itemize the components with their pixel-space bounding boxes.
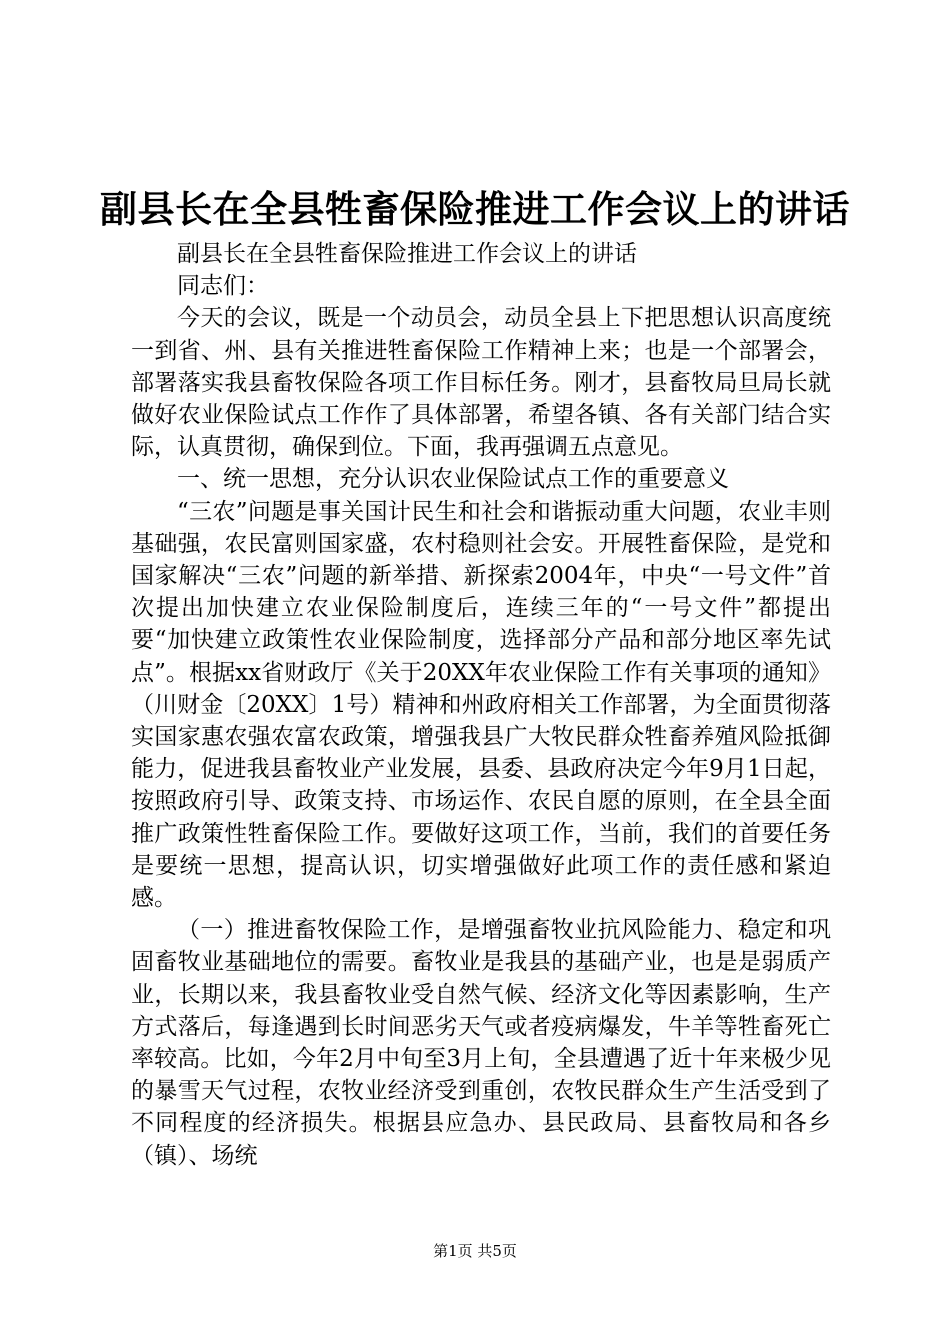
subtitle-paragraph: 副县长在全县牲畜保险推进工作会议上的讲话 (177, 241, 637, 267)
document-body (131, 238, 831, 1172)
page-footer: 第1页 共5页 (433, 1242, 517, 1260)
document-title: 副县长在全县牲畜保险推进工作会议上的讲话 (100, 187, 850, 231)
body-paragraph: “三农”问题是事关国计民生和社会和谐振动重大问题，农业丰则基础强，农民富则国家盛，农村稳则社会安。开展牲畜保险，是党和国家解决“三农”问题的新举措、新探索2004年，中央“一号文件”首次提出加快建立农业保险制度后，连续三年的“一号文件”都提出要“加快建立政策性农业保险制度，选择部分产品和部分地区率先试点”。根据xx省财政厅《关于20XX年农业保险工作有关事项的通知》（川财金〔20XX〕1号）精神和州政府相关工作部署，为全面贯彻落实国家惠农强农富农政策，增强我县广大牧民群众牲畜养殖风险抵御能力，促进我县畜牧业产业发展，县委、县政府决定今年9月1日起，按照政府引导、政策支持、市场运作、农民自愿的原则，在全县全面推广政策性牲畜保险工作。要做好这项工作，当前，我们的首要任务是要统一思想，提高认识，切实增强做好此项工作的责任感和紧迫感。 (131, 498, 831, 912)
intro-paragraph: 今天的会议，既是一个动员会，动员全县上下把思想认识高度统一到省、州、县有关推进牲畜保险工作精神上来；也是一个部署会，部署落实我县畜牧保险各项工作目标任务。刚才，县畜牧局旦局长就做好农业保险试点工作作了具体部署，希望各镇、各有关部门结合实际，认真贯彻，确保到位。下面，我再强调五点意见。 (131, 305, 831, 461)
section-heading: 一、统一思想，充分认识农业保险试点工作的重要意义 (177, 466, 729, 493)
body-paragraph: （一）推进畜牧保险工作，是增强畜牧业抗风险能力、稳定和巩固畜牧业基础地位的需要。畜牧业是我县的基础产业，也是是弱质产业，长期以来，我县畜牧业受自然气候、经济文化等因素影响，生产方式落后，每逢遇到长时间恶劣天气或者疫病爆发，牛羊等牲畜死亡率较高。比如，今年2月中旬至3月上旬，全县遭遇了近十年来极少见的暴雪天气过程，农牧业经济受到重创，农牧民群众生产生活受到了不同程度的经济损失。根据县应急办、县民政局、县畜牧局和各乡（镇）、场统 (131, 917, 831, 1169)
salutation-paragraph: 同志们： (177, 273, 269, 300)
